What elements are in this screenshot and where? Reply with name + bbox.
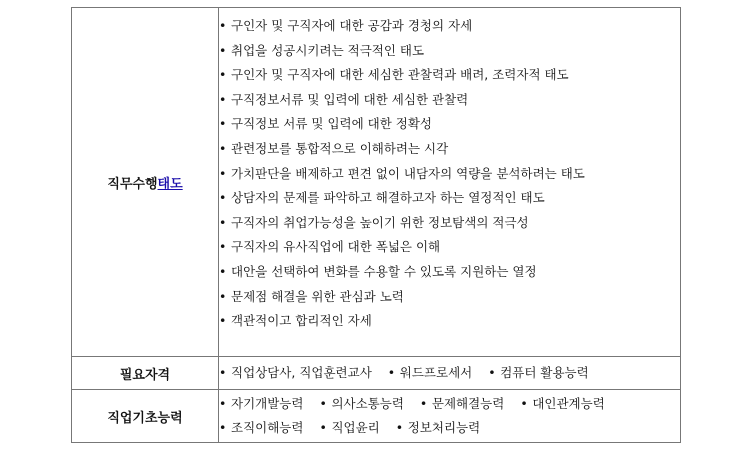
list-item: • 취업을 성공시키려는 적극적인 태도 bbox=[219, 42, 425, 58]
list-item: • 구직정보서류 및 입력에 대한 세심한 관찰력 bbox=[219, 91, 469, 107]
list-item: • 자기개발능력 bbox=[219, 396, 304, 411]
row-label-qualifications: 필요자격 bbox=[72, 357, 219, 390]
list-item: • 조직이해능력 bbox=[219, 420, 304, 435]
table-row-basic-skills bbox=[72, 390, 681, 443]
list-item: • 직업상담사, 직업훈련교사 bbox=[219, 365, 372, 380]
list-item: • 구인자 및 구직자에 대한 세심한 관찰력과 배려, 조력자적 태도 bbox=[219, 67, 569, 83]
list-item: • 문제점 해결을 위한 관심과 노력 bbox=[219, 288, 404, 304]
row-label-basic-skills: 직업기초능력 bbox=[72, 390, 219, 443]
list-item: • 직업윤리 bbox=[319, 420, 380, 435]
basic-skills-line-2 bbox=[219, 416, 680, 440]
list-item: • 워드프로세서 bbox=[387, 365, 473, 380]
qualifications-line bbox=[219, 361, 680, 385]
list-item: • 컴퓨터 활용능력 bbox=[488, 365, 589, 380]
list-item: • 구직정보 서류 및 입력에 대한 정확성 bbox=[219, 116, 432, 132]
list-item: • 상담자의 문제를 파악하고 해결하고자 하는 열정적인 태도 bbox=[219, 190, 545, 206]
table-row-qualifications bbox=[72, 357, 681, 390]
list-item: • 의사소통능력 bbox=[319, 396, 404, 411]
list-item: • 대안을 선택하여 변화를 수용할 수 있도록 지원하는 열정 bbox=[219, 263, 537, 279]
list-item: • 구직자의 취업가능성을 높이기 위한 정보탐색의 적극성 bbox=[219, 214, 529, 230]
list-item: • 정보처리능력 bbox=[395, 420, 481, 435]
basic-skills-cell bbox=[219, 390, 681, 443]
attitude-list bbox=[219, 14, 680, 334]
list-item: • 객관적이고 합리적인 자세 bbox=[219, 313, 372, 329]
list-item: • 구직자의 유사직업에 대한 폭넓은 이해 bbox=[219, 239, 441, 255]
table-row-attitude bbox=[72, 8, 681, 357]
label-prefix: 직무수행 bbox=[107, 176, 158, 192]
basic-skills-line-1 bbox=[219, 392, 680, 416]
list-item: • 가치판단을 배제하고 편견 없이 내담자의 역량을 분석하려는 태도 bbox=[219, 165, 585, 181]
list-item: • 대인관계능력 bbox=[520, 396, 605, 411]
list-item: • 구인자 및 구직자에 대한 공감과 경청의 자세 bbox=[219, 18, 473, 33]
competency-table bbox=[71, 7, 681, 443]
list-item: • 문제해결능력 bbox=[419, 396, 505, 411]
list-item: • 관련정보를 통합적으로 이해하려는 시각 bbox=[219, 140, 449, 156]
qualifications-cell bbox=[219, 357, 681, 390]
attitude-link[interactable]: 태도 bbox=[157, 176, 183, 192]
attitude-list-cell bbox=[219, 8, 681, 357]
row-label-attitude bbox=[72, 8, 219, 357]
